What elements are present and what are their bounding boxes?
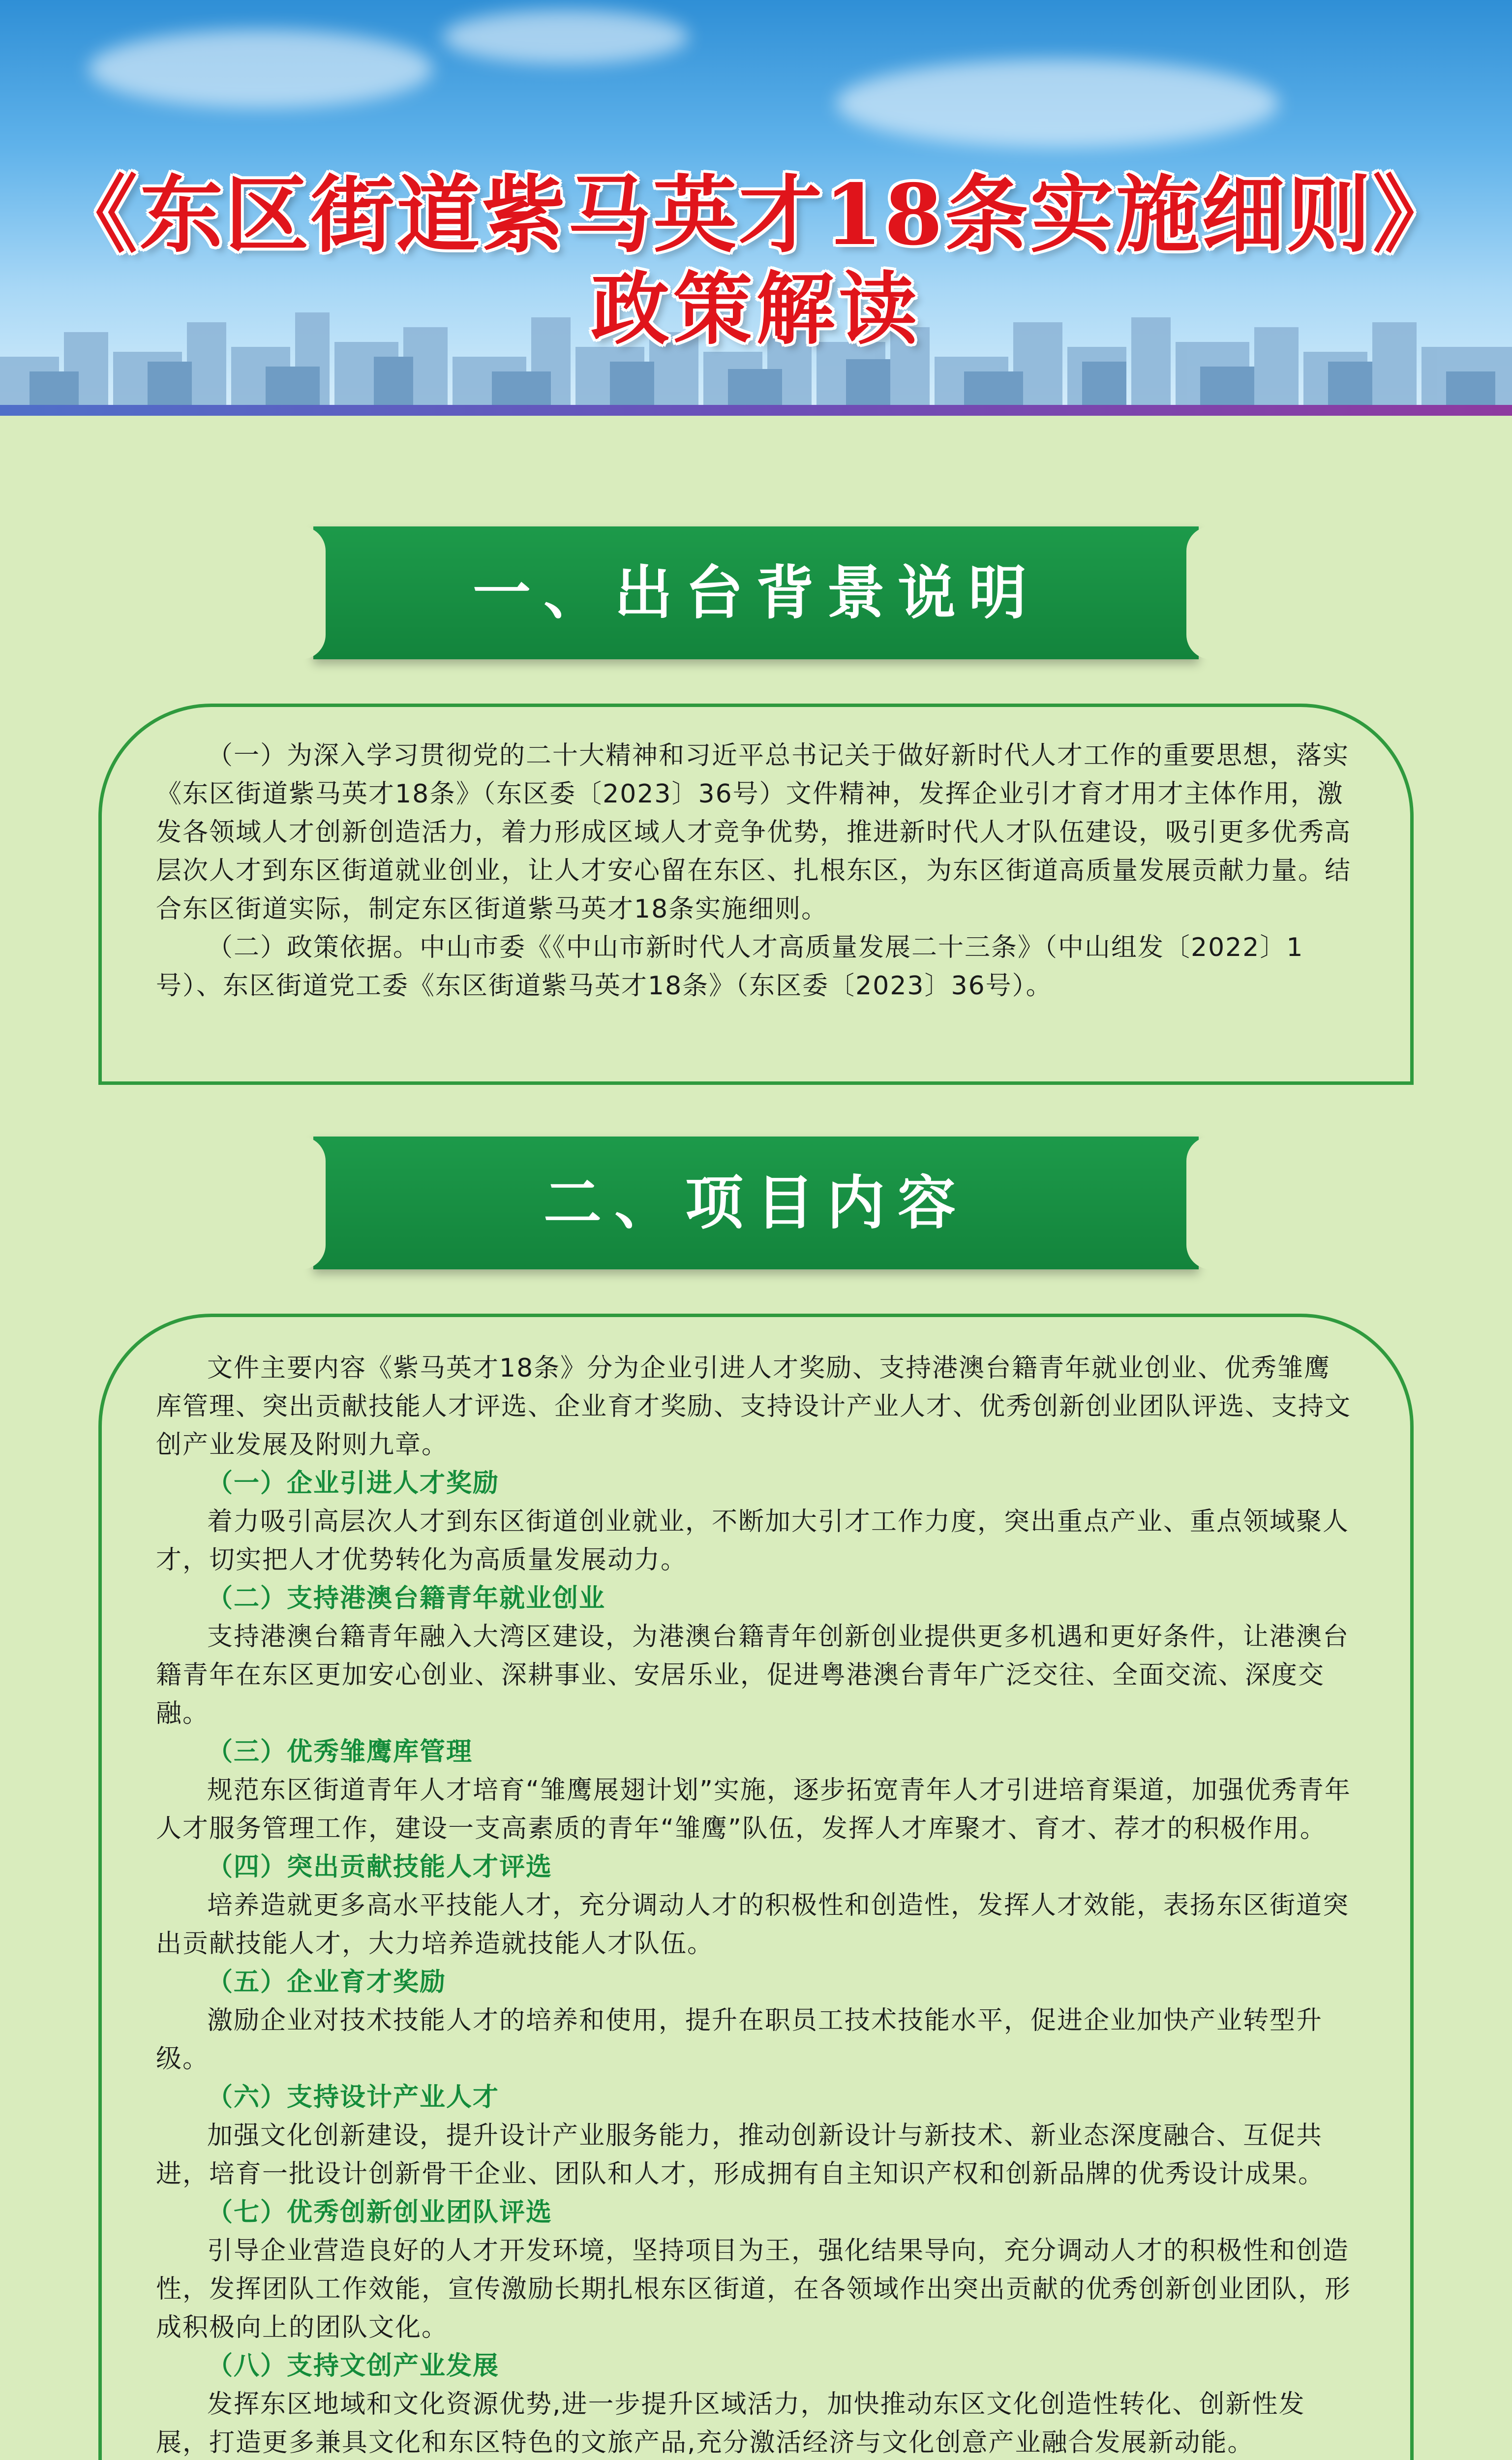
cloud-decoration [89, 30, 433, 108]
subheading: （六）支持设计产业人才 [207, 2083, 500, 2112]
header-color-band [0, 405, 1512, 416]
section-content-box-background [98, 704, 1414, 1085]
subheading: （七）优秀创新创业团队评选 [207, 2198, 553, 2227]
paragraph: 文件主要内容《紫马英才18条》分为企业引进人才奖励、支持港澳台籍青年就业创业、优秀雏鹰库管理、突出贡献技能人才评选、企业育才奖励、支持设计产业人才、优秀创新创业团队评选、支持文创产业发展及附则九章。 [156, 1353, 1352, 1460]
header-banner [0, 0, 1512, 416]
page-title: 《东区街道紫马英才18条实施细则》 [54, 166, 1458, 264]
paragraph: 激励企业对技术技能人才的培养和使用，提升在职员工技术技能水平，促进企业加快产业转型升级。 [156, 2006, 1323, 2074]
paragraph: 发挥东区地域和文化资源优势,进一步提升区域活力，加快推动东区文化创造性转化、创新性发展，打造更多兼具文化和东区特色的文旅产品,充分激活经济与文化创意产业融合发展新动能。 [156, 2390, 1305, 2458]
cloud-decoration [443, 10, 689, 64]
subheading: （三）优秀雏鹰库管理 [207, 1737, 473, 1767]
paragraph: 引导企业营造良好的人才开发环境，坚持项目为王，强化结果导向，充分调动人才的积极性和创造性，发挥团队工作效能，宣传激励长期扎根东区街道，在各领域作出突出贡献的优秀创新创业团队，形成积极向上的团队文化。 [156, 2236, 1352, 2342]
subheading: （一）企业引进人才奖励 [207, 1469, 500, 1498]
section-heading-text: 一、出台背景说明 [472, 558, 1039, 627]
page-subtitle: 政策解读 [590, 263, 921, 355]
paragraph: 规范东区街道青年人才培育“雏鹰展翅计划”实施，逐步拓宽青年人才引进培育渠道，加强优秀青年人才服务管理工作，建设一支高素质的青年“雏鹰”队伍，发挥人才库聚才、育才、荐才的积极作用。 [156, 1776, 1351, 1844]
paragraph: 着力吸引高层次人才到东区街道创业就业，不断加大引才工作力度，突出重点产业、重点领域聚人才，切实把人才优势转化为高质量发展动力。 [156, 1507, 1350, 1575]
subheading: （二）支持港澳台籍青年就业创业 [207, 1584, 606, 1613]
paragraph: （二）政策依据。中山市委《《中山市新时代人才高质量发展二十三条》（中山组发〔2022〕1号）、东区街道党工委《东区街道紫马英才18条》（东区委〔2023〕36号）。 [156, 933, 1304, 1001]
section-content-box-projects [98, 1314, 1414, 2460]
subheading: （五）企业育才奖励 [207, 1968, 447, 1997]
section-heading-background [313, 526, 1199, 659]
paragraph: 培养造就更多高水平技能人才，充分调动人才的积极性和创造性，发挥人才效能，表扬东区街道突出贡献技能人才，大力培养造就技能人才队伍。 [156, 1891, 1350, 1959]
cloud-decoration [836, 59, 1279, 148]
section-heading-text: 二、项目内容 [543, 1168, 968, 1237]
paragraph: （一）为深入学习贯彻党的二十大精神和习近平总书记关于做好新时代人才工作的重要思想，落实《东区街道紫马英才18条》（东区委〔2023〕36号）文件精神，发挥企业引才育才用才主体作用，激发各领域人才创新创造活力，着力形成区域人才竞争优势，推进新时代人才队伍建设，吸引更多优秀高层次人才到东区街道就业创业，让人才安心留在东区、扎根东区，为东区街道高质量发展贡献力量。结合东区街道实际，制定东区街道紫马英才18条实施细则。 [156, 741, 1352, 924]
subheading: （四）突出贡献技能人才评选 [207, 1852, 553, 1882]
section-heading-projects [313, 1137, 1199, 1269]
subheading: （八）支持文创产业发展 [207, 2351, 500, 2381]
paragraph: 加强文化创新建设，提升设计产业服务能力，推动创新设计与新技术、新业态深度融合、互促共进，培育一批设计创新骨干企业、团队和人才，形成拥有自主知识产权和创新品牌的优秀设计成果。 [156, 2121, 1325, 2189]
paragraph: 支持港澳台籍青年融入大湾区建设，为港澳台籍青年创新创业提供更多机遇和更好条件，让港澳台籍青年在东区更加安心创业、深耕事业、安居乐业，促进粤港澳台青年广泛交往、全面交流、深度交融。 [156, 1622, 1350, 1728]
